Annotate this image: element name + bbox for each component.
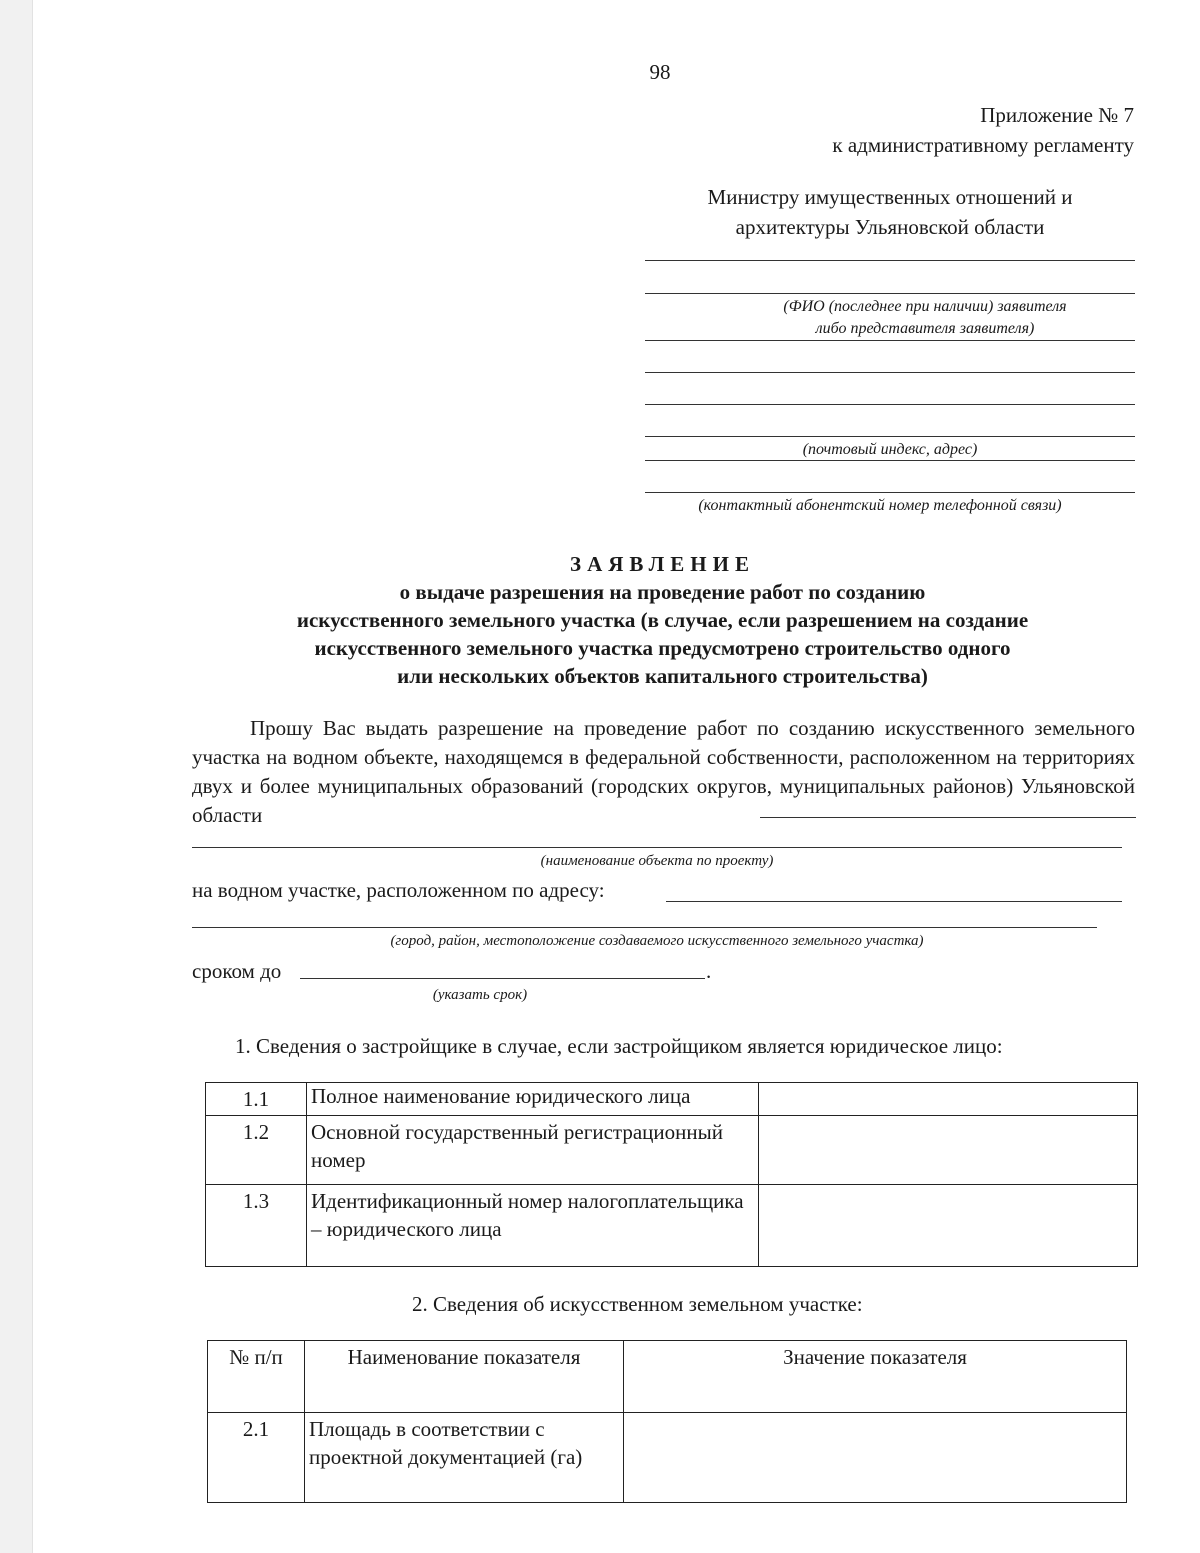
- fio-line-3[interactable]: [645, 340, 1135, 341]
- object-name-line-2[interactable]: [192, 847, 1122, 848]
- fio-line-1[interactable]: [645, 260, 1135, 261]
- title-line-3: искусственного земельного участка предусмотрено строительство одного: [314, 636, 1011, 660]
- location-line-1[interactable]: [666, 901, 1122, 902]
- address-line-4[interactable]: [645, 460, 1135, 461]
- row-value[interactable]: [624, 1413, 1127, 1503]
- row-value[interactable]: [759, 1083, 1138, 1116]
- table-row: [208, 1413, 1127, 1503]
- row-number: 1.2: [206, 1116, 307, 1185]
- appendix-block: [832, 100, 1134, 160]
- fio-caption: (ФИО (последнее при наличии) заявителя либо представителя заявителя): [783, 298, 1067, 337]
- term-caption: (указать срок): [432, 987, 528, 1003]
- table-row: [206, 1116, 1138, 1185]
- row-number: 1.3: [206, 1185, 307, 1267]
- postal-caption: (почтовый индекс, адрес): [802, 441, 978, 458]
- address-line-2[interactable]: [645, 404, 1135, 405]
- header-name: Наименование показателя: [305, 1341, 624, 1413]
- addressee-line-2: архитектуры Ульяновской области: [735, 215, 1045, 239]
- address-line-3[interactable]: [645, 436, 1135, 437]
- term-label: сроком до: [192, 959, 282, 983]
- scan-edge: [0, 0, 33, 1553]
- title-heading: ЗАЯВЛЕНИЕ: [570, 552, 755, 576]
- table-header-row: [208, 1341, 1127, 1413]
- row-label: Идентификационный номер налогоплательщика – юридического лица: [307, 1185, 759, 1267]
- row-number: 2.1: [208, 1413, 305, 1503]
- header-number: № п/п: [208, 1341, 305, 1413]
- table-row: [206, 1083, 1138, 1116]
- address-line-1[interactable]: [645, 372, 1135, 373]
- row-value[interactable]: [759, 1116, 1138, 1185]
- request-paragraph: Прошу Вас выдать разрешение на проведение работ по созданию искусственного земельного участка на водном объекте, находящемся в федеральной собственности, расположенном на территориях двух и более муниципальных образований (городских округов, муниципальных районов) Ульяновской области: [192, 716, 1135, 827]
- appendix-reference: к административному регламенту: [832, 133, 1134, 157]
- title-line-1: о выдаче разрешения на проведение работ по созданию: [399, 580, 926, 604]
- table-row: [206, 1185, 1138, 1267]
- term-line[interactable]: [300, 978, 705, 979]
- addressee-line-1: Министру имущественных отношений и: [707, 185, 1073, 209]
- title-line-4: или нескольких объектов капитального строительства): [397, 664, 928, 688]
- row-label: Полное наименование юридического лица: [307, 1083, 759, 1116]
- fio-line-2[interactable]: [645, 293, 1135, 294]
- section-2-title: 2. Сведения об искусственном земельном участке:: [412, 1292, 863, 1316]
- addressee-block: [645, 182, 1135, 242]
- row-label: Основной государственный регистрационный номер: [307, 1116, 759, 1185]
- row-label: Площадь в соответствии с проектной документацией (га): [305, 1413, 624, 1503]
- location-caption: (город, район, местоположение создаваемого искусственного земельного участка): [390, 933, 924, 949]
- land-plot-table: [207, 1340, 1127, 1503]
- title-line-2: искусственного земельного участка (в случае, если разрешением на создание: [296, 608, 1029, 632]
- phone-caption: (контактный абонентский номер телефонной связи): [698, 497, 1062, 514]
- object-name-caption: (наименование объекта по проекту): [540, 853, 774, 869]
- object-name-line-1[interactable]: [760, 817, 1136, 818]
- phone-line[interactable]: [645, 492, 1135, 493]
- section-1-title: 1. Сведения о застройщике в случае, если застройщиком является юридическое лицо:: [235, 1034, 1003, 1058]
- address-label: на водном участке, расположенном по адресу:: [192, 878, 605, 902]
- term-period: .: [706, 959, 712, 983]
- location-line-2[interactable]: [192, 927, 1097, 928]
- row-number: 1.1: [206, 1083, 307, 1116]
- document-title: [190, 550, 1135, 690]
- appendix-number: Приложение № 7: [980, 103, 1134, 127]
- page-number: 98: [649, 60, 671, 84]
- row-value[interactable]: [759, 1185, 1138, 1267]
- developer-table: [205, 1082, 1138, 1267]
- header-value: Значение показателя: [624, 1341, 1127, 1413]
